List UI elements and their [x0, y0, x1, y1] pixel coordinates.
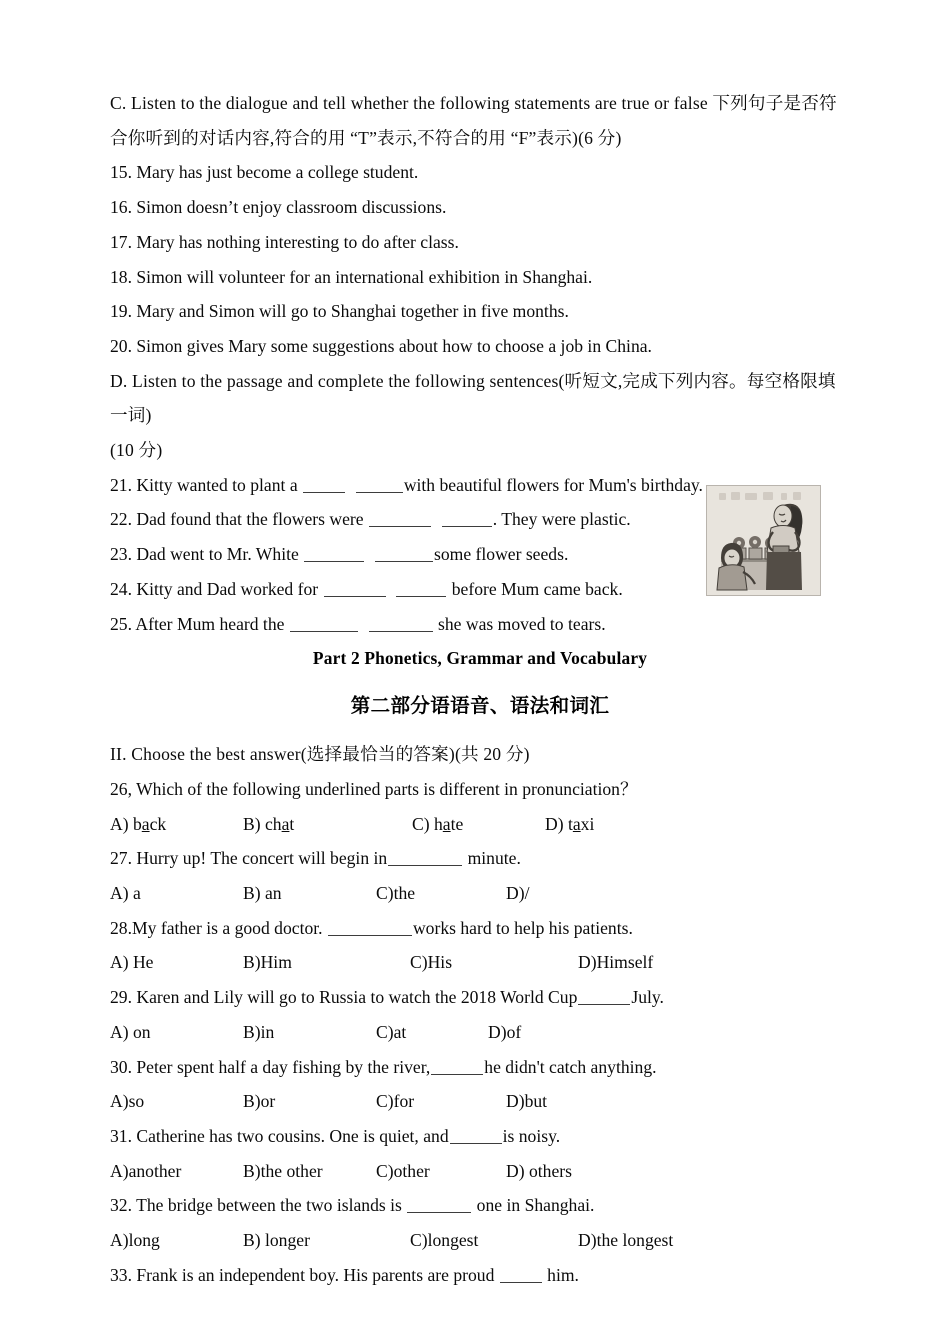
question-29-blank-1[interactable] — [578, 990, 630, 1005]
question-32-option-a[interactable]: A)long — [110, 1230, 160, 1250]
fill-blank-23-blank-2[interactable] — [375, 547, 433, 562]
question-33-stem-text-2: him. — [542, 1264, 579, 1285]
question-29-stem-text-0: 29. Karen and Lily will go to Russia to watch the 2018 World Cup — [110, 987, 578, 1008]
question-27-options — [110, 876, 850, 911]
question-32-stem-text-0: 32. The bridge between the two islands is — [110, 1195, 407, 1216]
question-31-option-a[interactable]: A)another — [110, 1160, 182, 1181]
option-underlined-part: a — [281, 813, 290, 834]
question-stem-27 — [110, 841, 850, 876]
fill-blank-23-gap — [365, 544, 374, 564]
question-31-stem-text-2: is noisy. — [502, 1125, 561, 1146]
section-ii-instruction: II. Choose the best answer(选择最恰当的答案)(共 20 分) — [110, 744, 530, 765]
question-29-stem-text-2: July. — [631, 987, 664, 1008]
question-28-stem-text-2: works hard to help his patients. — [412, 917, 633, 938]
fill-blank-25-prefix: 25. After Mum heard the — [110, 613, 289, 634]
multiple-choice-questions — [110, 772, 850, 1292]
question-26-options — [110, 807, 850, 842]
question-26-option-a[interactable] — [110, 807, 166, 842]
question-30-blank-1[interactable] — [431, 1060, 483, 1075]
option-underlined-part: a — [572, 813, 581, 834]
woman-and-girl-with-flowerpots-illustration — [706, 485, 821, 596]
fill-blank-24-blank-2[interactable] — [396, 582, 446, 597]
statement-19: 19. Mary and Simon will go to Shanghai together in five months. — [110, 301, 569, 322]
question-30-option-b[interactable]: B)or — [243, 1091, 276, 1112]
question-29-option-b[interactable]: B)in — [243, 1021, 275, 1042]
question-32-option-c[interactable]: C)longest — [410, 1230, 479, 1250]
question-32-blank-1[interactable] — [407, 1198, 471, 1213]
question-30-options — [110, 1084, 850, 1119]
fill-blank-22-blank-1[interactable] — [369, 512, 431, 527]
fill-blank-21-suffix: with beautiful flowers for Mum's birthday. — [403, 474, 703, 495]
fill-blank-23-blank-1[interactable] — [304, 547, 364, 562]
question-31-option-d[interactable]: D) others — [506, 1160, 572, 1181]
fill-blank-25-suffix: she was moved to tears. — [433, 613, 606, 634]
question-31-stem-text-0: 31. Catherine has two cousins. One is quiet, and — [110, 1125, 449, 1146]
option-tail: xi — [580, 813, 595, 834]
question-31-options — [110, 1154, 850, 1189]
option-underlined-part: a — [141, 813, 150, 834]
question-stem-30 — [110, 1050, 850, 1085]
fill-blank-22-prefix: 22. Dad found that the flowers were — [110, 509, 368, 530]
section-c-items — [110, 155, 850, 363]
fill-blank-22-suffix: . They were plastic. — [492, 509, 631, 530]
question-27-option-b[interactable]: B) an — [243, 883, 282, 904]
question-29-option-a[interactable]: A) on — [110, 1021, 151, 1042]
question-stem-26 — [110, 772, 850, 807]
question-28-blank-1[interactable] — [328, 921, 412, 936]
option-tail: ck — [149, 813, 167, 834]
question-27-option-d[interactable]: D)/ — [506, 883, 530, 904]
question-28-options — [110, 945, 850, 980]
question-28-option-a[interactable]: A) He — [110, 952, 154, 973]
section-d-instruction: D. Listen to the passage and complete the following sentences(听短文,完成下列内容。每空格限填一词) — [110, 370, 836, 426]
fill-blank-23-prefix: 23. Dad went to Mr. White — [110, 544, 304, 565]
question-32-stem-text-2: one in Shanghai. — [472, 1195, 595, 1216]
fill-blank-23-suffix: some flower seeds. — [433, 544, 569, 565]
section-d-points: (10 分) — [110, 440, 163, 461]
option-label: A) b — [110, 813, 142, 834]
page-content — [110, 86, 850, 1292]
question-stem-31 — [110, 1119, 850, 1154]
question-stem-28 — [110, 911, 850, 946]
question-26-option-b[interactable] — [243, 807, 294, 842]
question-26-option-c[interactable] — [412, 807, 463, 842]
statement-15: 15. Mary has just become a college student. — [110, 162, 419, 183]
question-30-option-a[interactable]: A)so — [110, 1091, 145, 1112]
question-32-option-d[interactable]: D)the longest — [578, 1230, 674, 1250]
fill-blank-25-blank-2[interactable] — [369, 617, 433, 632]
fill-blank-22-blank-2[interactable] — [442, 512, 492, 527]
fill-blank-25-gap — [359, 614, 368, 634]
question-30-option-c[interactable]: C)for — [376, 1091, 415, 1112]
question-31-option-c[interactable]: C)other — [376, 1160, 430, 1181]
fill-blank-21-blank-2[interactable] — [356, 478, 403, 493]
question-stem-29 — [110, 980, 850, 1015]
part2-title-cn: 第二部分语语音、语法和词汇 — [350, 695, 610, 718]
question-28-option-c[interactable]: C)His — [410, 952, 453, 973]
question-27-stem-text-0: 27. Hurry up! The concert will begin in — [110, 848, 388, 869]
question-30-option-d[interactable]: D)but — [506, 1091, 548, 1112]
question-32-option-b[interactable]: B) longer — [243, 1230, 310, 1250]
question-28-option-b[interactable]: B)Him — [243, 952, 292, 973]
option-tail: te — [450, 813, 464, 834]
option-label: B) ch — [243, 813, 282, 834]
question-30-stem-text-2: he didn't catch anything. — [484, 1056, 657, 1077]
fill-blank-22-gap — [432, 509, 441, 529]
question-33-stem-text-0: 33. Frank is an independent boy. His parents are proud — [110, 1264, 499, 1285]
question-26-stem-text-0: 26, Which of the following underlined parts is different in pronunciation？ — [110, 778, 638, 799]
fill-blank-24-gap — [387, 579, 396, 599]
question-28-stem-text-0: 28.My father is a good doctor. — [110, 917, 327, 938]
question-28-option-d[interactable]: D)Himself — [578, 952, 654, 973]
fill-blank-24-suffix: before Mum came back. — [447, 578, 623, 599]
question-27-option-a[interactable]: A) a — [110, 883, 141, 904]
question-27-option-c[interactable]: C)the — [376, 883, 416, 904]
question-31-blank-1[interactable] — [450, 1129, 502, 1144]
fill-blank-24-prefix: 24. Kitty and Dad worked for — [110, 578, 323, 599]
question-29-options — [110, 1015, 850, 1050]
question-32-options — [110, 1223, 850, 1258]
question-29-option-d[interactable]: D)of — [488, 1021, 522, 1042]
question-30-stem-text-0: 30. Peter spent half a day fishing by the river, — [110, 1056, 431, 1077]
statement-18: 18. Simon will volunteer for an international exhibition in Shanghai. — [110, 266, 593, 287]
statement-17: 17. Mary has nothing interesting to do after class. — [110, 231, 459, 252]
question-27-blank-1[interactable] — [388, 851, 462, 866]
fill-blank-25 — [110, 607, 850, 642]
fill-blank-25-blank-1[interactable] — [290, 617, 358, 632]
question-27-stem-text-2: minute. — [463, 848, 521, 869]
part2-title-en: Part 2 Phonetics, Grammar and Vocabulary — [312, 648, 648, 669]
question-stem-33 — [110, 1258, 850, 1293]
option-underlined-part: a — [442, 813, 451, 834]
fill-blank-21-prefix: 21. Kitty wanted to plant a — [110, 474, 303, 495]
statement-20: 20. Simon gives Mary some suggestions about how to choose a job in China. — [110, 335, 652, 356]
fill-blank-21-gap — [346, 475, 355, 495]
fill-blank-24-blank-1[interactable] — [324, 582, 386, 597]
option-label: C) h — [412, 813, 443, 834]
question-26-option-d[interactable] — [545, 807, 594, 842]
statement-16: 16. Simon doesn’t enjoy classroom discussions. — [110, 197, 447, 218]
question-31-option-b[interactable]: B)the other — [243, 1160, 323, 1181]
question-33-blank-1[interactable] — [500, 1268, 542, 1283]
fill-blank-21-blank-1[interactable] — [303, 478, 345, 493]
option-label: D) t — [545, 813, 573, 834]
question-stem-32 — [110, 1188, 850, 1223]
section-c-instruction: C. Listen to the dialogue and tell whether the following statements are true or false 下列句子是否符合你听到的对话内容,符合的用 “T”表示,不符合的用 “F”表示)(6 分) — [110, 93, 837, 148]
option-tail: t — [289, 813, 295, 834]
question-29-option-c[interactable]: C)at — [376, 1021, 407, 1042]
